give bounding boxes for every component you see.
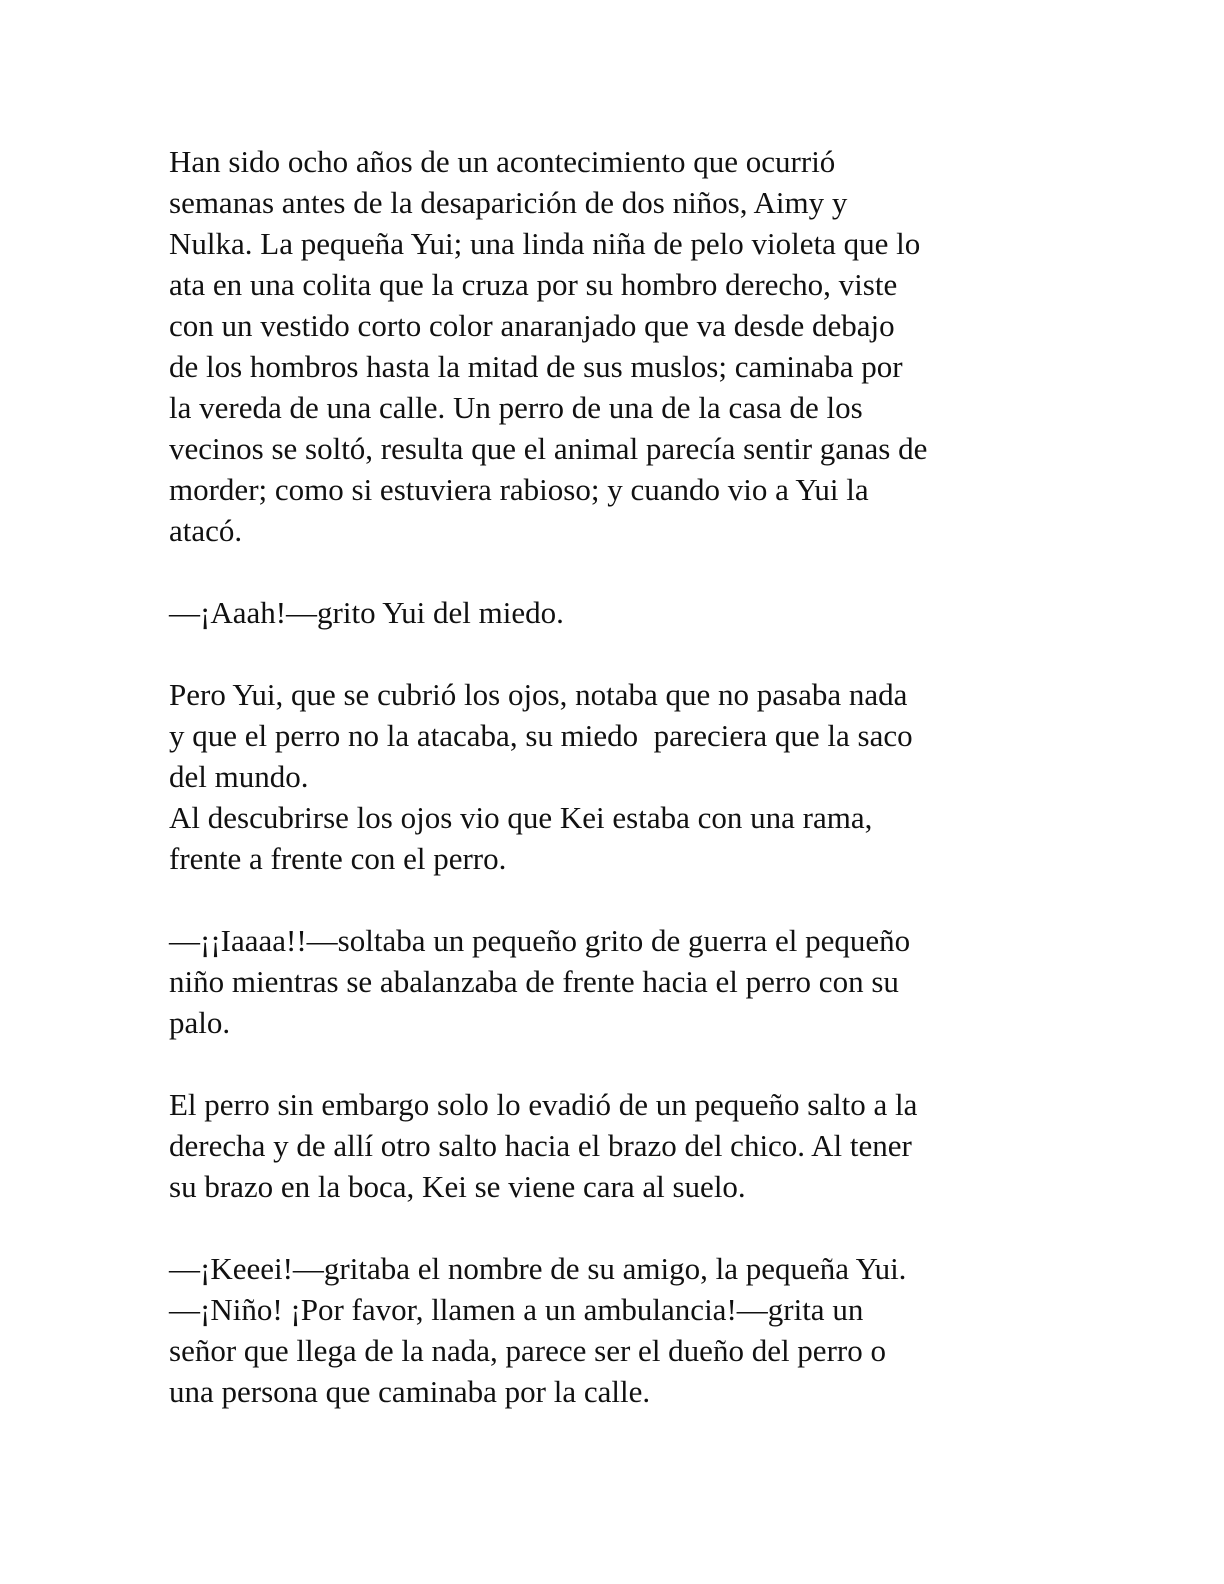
text-line: derecha y de allí otro salto hacia el brazo del chico. Al tener bbox=[169, 1128, 912, 1163]
text-line: señor que llega de la nada, parece ser el dueño del perro o bbox=[169, 1333, 886, 1368]
paragraph-spacer bbox=[169, 551, 1069, 592]
text-line: Al descubrirse los ojos vio que Kei estaba con una rama, bbox=[169, 800, 873, 835]
paragraph-spacer bbox=[169, 879, 1069, 920]
text-line: de los hombros hasta la mitad de sus muslos; caminaba por bbox=[169, 349, 903, 384]
text-line: del mundo. bbox=[169, 759, 309, 794]
text-line: El perro sin embargo solo lo evadió de un pequeño salto a la bbox=[169, 1087, 918, 1122]
text-line: su brazo en la boca, Kei se viene cara al suelo. bbox=[169, 1169, 746, 1204]
paragraph-4 bbox=[169, 920, 1069, 1043]
paragraph-spacer bbox=[169, 1207, 1069, 1248]
text-line: niño mientras se abalanzaba de frente hacia el perro con su bbox=[169, 964, 899, 999]
text-line: —¡Keeei!—gritaba el nombre de su amigo, la pequeña Yui. bbox=[169, 1251, 907, 1286]
text-line: vecinos se soltó, resulta que el animal parecía sentir ganas de bbox=[169, 431, 928, 466]
text-line: morder; como si estuviera rabioso; y cuando vio a Yui la bbox=[169, 472, 869, 507]
text-line: Han sido ocho años de un acontecimiento que ocurrió bbox=[169, 144, 836, 179]
text-line: una persona que caminaba por la calle. bbox=[169, 1374, 651, 1409]
text-line: ata en una colita que la cruza por su hombro derecho, viste bbox=[169, 267, 898, 302]
text-line: con un vestido corto color anaranjado que va desde debajo bbox=[169, 308, 895, 343]
text-line: atacó. bbox=[169, 513, 243, 548]
paragraph-2 bbox=[169, 592, 1069, 633]
paragraph-1 bbox=[169, 141, 1069, 551]
document-page bbox=[169, 141, 1069, 1412]
paragraph-3 bbox=[169, 674, 1069, 879]
text-line: semanas antes de la desaparición de dos niños, Aimy y bbox=[169, 185, 848, 220]
paragraph-spacer bbox=[169, 633, 1069, 674]
text-line: palo. bbox=[169, 1005, 231, 1040]
paragraph-spacer bbox=[169, 1043, 1069, 1084]
text-line: frente a frente con el perro. bbox=[169, 841, 507, 876]
text-line: Pero Yui, que se cubrió los ojos, notaba que no pasaba nada bbox=[169, 677, 908, 712]
paragraph-5 bbox=[169, 1084, 1069, 1207]
text-line: y que el perro no la atacaba, su miedo pareciera que la saco bbox=[169, 718, 913, 753]
text-line: —¡Aaah!—grito Yui del miedo. bbox=[169, 595, 564, 630]
text-line: —¡Niño! ¡Por favor, llamen a un ambulancia!—grita un bbox=[169, 1292, 864, 1327]
paragraph-6 bbox=[169, 1248, 1069, 1412]
text-line: Nulka. La pequeña Yui; una linda niña de pelo violeta que lo bbox=[169, 226, 921, 261]
text-line: la vereda de una calle. Un perro de una de la casa de los bbox=[169, 390, 863, 425]
text-line: —¡¡Iaaaa!!—soltaba un pequeño grito de guerra el pequeño bbox=[169, 923, 911, 958]
